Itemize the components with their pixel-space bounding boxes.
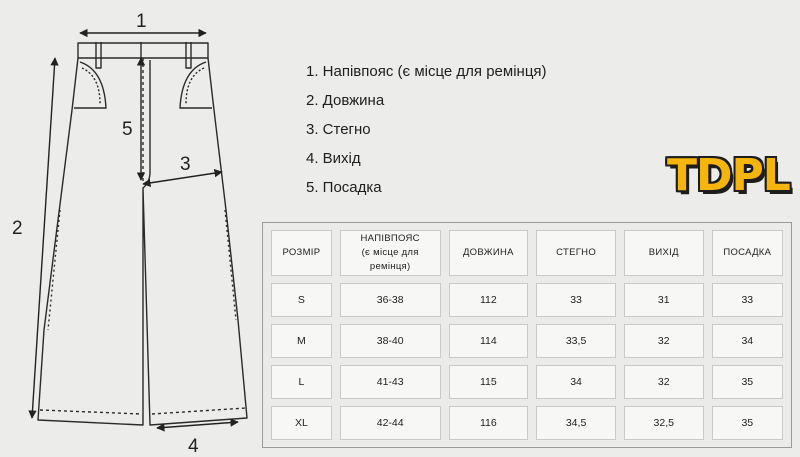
legend-item-length: 2. Довжина <box>306 92 385 109</box>
pants-outline <box>38 42 247 425</box>
table-cell: 42-44 <box>340 406 441 440</box>
header-rise: ПОСАДКА <box>712 230 783 276</box>
header-leg-opening: ВИХІД <box>624 230 704 276</box>
measure-label-1: 1 <box>136 11 147 32</box>
size-chart-table <box>262 222 792 448</box>
table-cell: 35 <box>712 365 783 399</box>
measure-label-3: 3 <box>180 154 191 175</box>
legend-item-rise: 5. Посадка <box>306 179 382 196</box>
table-row <box>271 324 783 358</box>
table-cell: M <box>271 324 332 358</box>
table-cell: 41-43 <box>340 365 441 399</box>
header-waist: НАПІВПОЯС (є місце для ремінця) <box>340 230 441 276</box>
table-cell: 31 <box>624 283 704 317</box>
table-cell: S <box>271 283 332 317</box>
brand-logo: TDPL <box>667 150 790 201</box>
legend-item-hip: 3. Стегно <box>306 121 371 138</box>
table-row <box>271 365 783 399</box>
table-cell: 116 <box>449 406 529 440</box>
table-cell: 32 <box>624 324 704 358</box>
table-cell: 35 <box>712 406 783 440</box>
table-cell: 34,5 <box>536 406 616 440</box>
table-cell: 34 <box>712 324 783 358</box>
table-cell: 38-40 <box>340 324 441 358</box>
measure-label-5: 5 <box>122 119 133 140</box>
table-row <box>271 406 783 440</box>
table-cell: 33,5 <box>536 324 616 358</box>
table-cell: 33 <box>536 283 616 317</box>
table-cell: 115 <box>449 365 529 399</box>
measure-label-4: 4 <box>188 436 199 457</box>
measurement-arrows <box>32 33 238 428</box>
table-cell: 114 <box>449 324 529 358</box>
table-header-row <box>271 230 783 276</box>
legend-item-waist: 1. Напівпояс (є місце для ремінця) <box>306 63 547 80</box>
table-cell: L <box>271 365 332 399</box>
table-cell: 32,5 <box>624 406 704 440</box>
table-cell: 112 <box>449 283 529 317</box>
header-length: ДОВЖИНА <box>449 230 529 276</box>
header-size: РОЗМІР <box>271 230 332 276</box>
legend-item-leg-opening: 4. Вихід <box>306 150 361 167</box>
table-cell: XL <box>271 406 332 440</box>
table-cell: 34 <box>536 365 616 399</box>
table-cell: 32 <box>624 365 704 399</box>
table-row <box>271 283 783 317</box>
pants-diagram <box>0 0 260 457</box>
table-cell: 33 <box>712 283 783 317</box>
measure-label-2: 2 <box>12 218 23 239</box>
header-hip: СТЕГНО <box>536 230 616 276</box>
table-cell: 36-38 <box>340 283 441 317</box>
measurement-legend <box>306 62 547 207</box>
